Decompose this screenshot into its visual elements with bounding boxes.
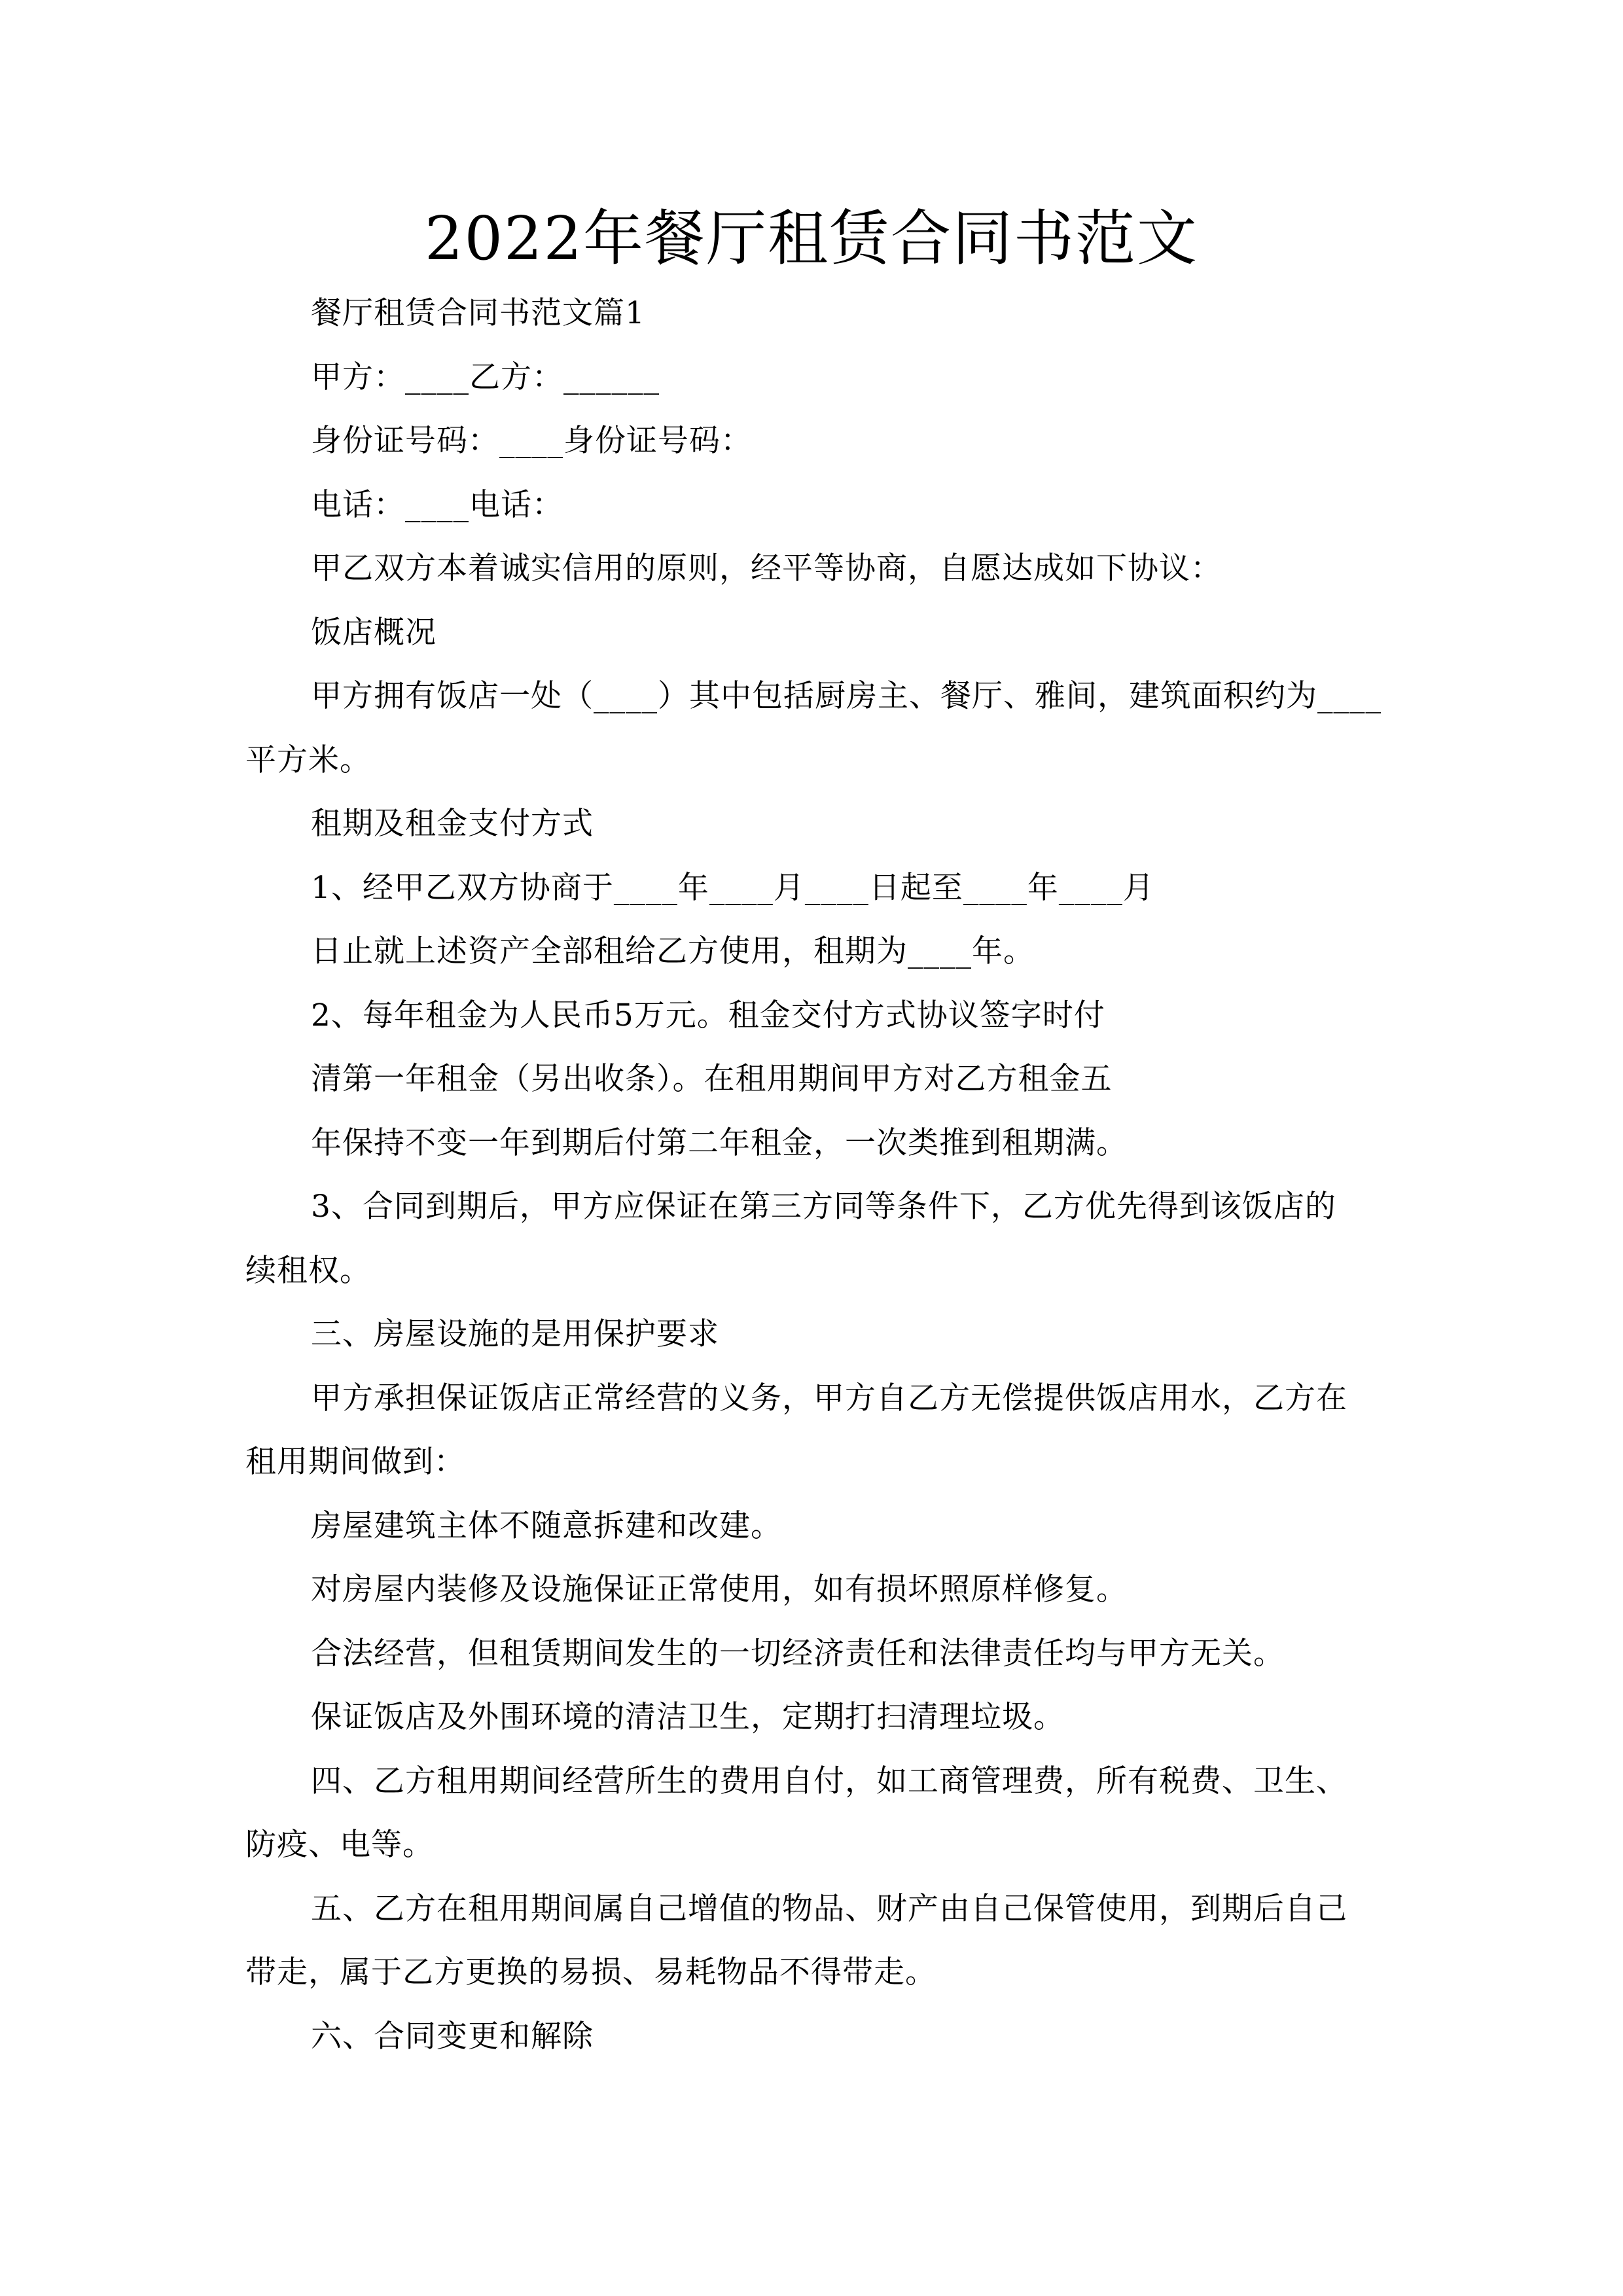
paragraph-line: 3、合同到期后，甲方应保证在第三方同等条件下，乙方优先得到该饭店的 [311,1189,1336,1225]
paragraph-line: 平方米。 [245,742,371,778]
paragraph-line: 甲方拥有饭店一处（____）其中包括厨房主、餐厅、雅间，建筑面积约为____ [311,678,1382,714]
paragraph-line: 租用期间做到： [245,1444,465,1480]
paragraph-line: 防疫、电等。 [245,1827,434,1863]
paragraph-line: 日止就上述资产全部租给乙方使用，租期为____年。 [311,933,1035,969]
paragraph-line: 四、乙方租用期间经营所生的费用自付，如工商管理费，所有税费、卫生、 [311,1763,1347,1799]
paragraph-line: 2、每年租金为人民币5万元。租金交付方式协议签字时付 [311,997,1105,1033]
paragraph-line: 甲乙双方本着诚实信用的原则，经平等协商，自愿达成如下协议： [311,550,1222,586]
paragraph-line: 年保持不变一年到期后付第二年租金，一次类推到租期满。 [311,1124,1128,1161]
paragraph-line: 1、经甲乙双方协商于____年____月____日起至____年____月 [311,869,1154,906]
section-heading: 六、合同变更和解除 [311,2018,594,2054]
paragraph-line: 保证饭店及外围环境的清洁卫生，定期打扫清理垃圾。 [311,1699,1065,1735]
phone-line: 电话：____电话： [311,486,563,523]
paragraph-line: 餐厅租赁合同书范文篇1 [311,295,645,331]
section-heading: 饭店概况 [311,614,437,651]
section-heading: 三、房屋设施的是用保护要求 [311,1316,719,1352]
paragraph-line: 续租权。 [245,1252,371,1289]
document-body [245,281,1384,2068]
paragraph-line: 甲方承担保证饭店正常经营的义务，甲方自乙方无偿提供饭店用水，乙方在 [311,1380,1347,1416]
paragraph-line: 带走，属于乙方更换的易损、易耗物品不得带走。 [245,1954,936,1990]
document-title: 2022年餐厅租赁合同书范文 [424,204,1199,274]
paragraph-line: 合法经营，但租赁期间发生的一切经济责任和法律责任均与甲方无关。 [311,1635,1285,1672]
party-line: 甲方：____乙方：______ [311,359,660,395]
paragraph-line: 房屋建筑主体不随意拆建和改建。 [311,1507,782,1544]
paragraph-line: 清第一年租金（另出收条）。在租用期间甲方对乙方租金五 [311,1061,1113,1097]
paragraph-line: 五、乙方在租用期间属自己增值的物品、财产由自己保管使用，到期后自己 [311,1890,1347,1927]
id-number-line: 身份证号码：____身份证号码： [311,423,752,459]
section-heading: 租期及租金支付方式 [311,806,594,842]
paragraph-line: 对房屋内装修及设施保证正常使用，如有损坏照原样修复。 [311,1571,1128,1607]
